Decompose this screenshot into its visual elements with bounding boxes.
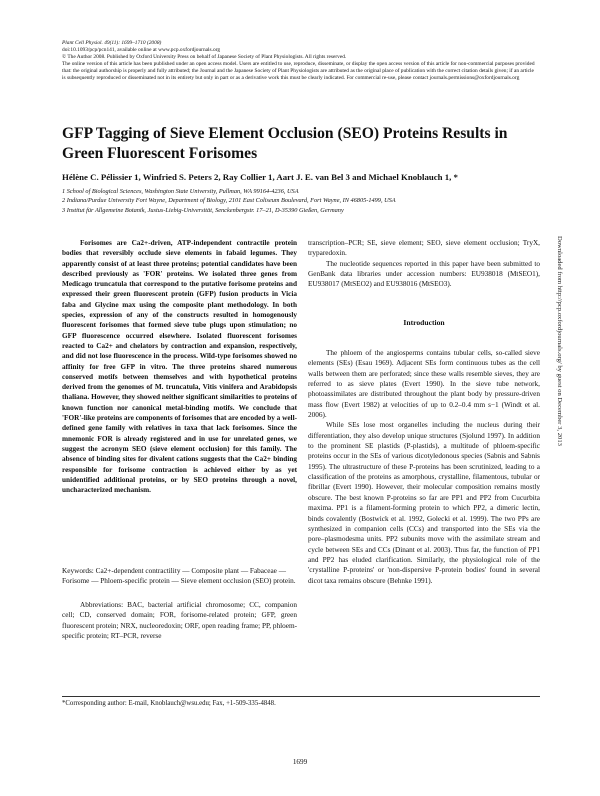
- nucleotide-note: The nucleotide sequences reported in this paper have been submitted to GenBank data libraries under accession numbers: EU938018 (MtSEO1), EU938017 (MtSEO2) and EU938016 (MtSEO3).: [308, 259, 540, 289]
- affiliation-3: 3 Institut für Allgemeine Botanik, Justus-Liebig-Universität, Senckenbergstr. 17–21, D-35390 Gießen, Germany: [62, 206, 344, 214]
- intro-paragraph-2: While SEs lose most organelles including the nucleus during their differentiation, they also develop unique structures (Sjolund 1997). In addition to the prominent SE plastids (P-plastids), a multitude of phloem-specific proteins occur in the SEs of various dicotyledonous species (Sabnis and Sabnis 1995). The ultrastructure of these P-proteins has been scrutinized, leading to a classification of the proteins as amorphous, crystalline, filamentous, tubular or fibrillar (Evert 1990). However, their molecular composition remains mostly obscure. The best known P-proteins so far are PP1 and PP2 from Cucurbita maxima. PP1 is a filament-forming protein to which PP2, a dimeric lectin, binds covalently (Bostwick et al. 1992, Golecki et al. 1999). The two PPs are synthesized in companion cells (CCs) and transported into the SEs via the pore–plasmodesma units. PP2 subunits move with the assimilate stream and cycle between SEs and CCs (Dinant et al. 2003). Thus far, the function of PP1 and PP2 has eluded clarification. Similarly, the physiological role of the 'crystalline P-proteins' or 'non-dispersive P-protein bodies' found in several dicot taxa remains obscure (Behnke 1991).: [308, 421, 540, 585]
- affiliation-1: 1 School of Biological Sciences, Washington State University, Pullman, WA 99164-4236, USA: [62, 188, 299, 195]
- abbreviations-continued: transcription–PCR; SE, sieve element; SEO, sieve element occlusion; TryX, tryparedoxin.: [308, 239, 540, 258]
- right-column-top: [308, 238, 540, 289]
- doi-line: doi:10.1093/pcp/pcn141, available online at www.pcp.oxfordjournals.org: [62, 47, 221, 54]
- corresponding-author-note: *Corresponding author: E-mail, Knoblauch@wsu.edu; Fax, +1-509-335-4848.: [62, 700, 276, 707]
- keywords: Keywords: Ca2+-dependent contractility — Composite plant — Fabaceae — Forisome — Phloem-specific protein — Sieve element occlusion (SEO) protein.: [62, 567, 296, 586]
- footnote-divider: [62, 696, 540, 697]
- section-heading-introduction: Introduction: [403, 318, 445, 327]
- download-sidebar: [554, 236, 564, 656]
- article-title: GFP Tagging of Sieve Element Occlusion (SEO) Proteins Results in Green Fluorescent Forisomes: [62, 125, 508, 162]
- journal-header: [62, 40, 538, 83]
- author-list: Hélène C. Pélissier 1, Winfried S. Peters 2, Ray Collier 1, Aart J. E. van Bel 3 and Michael Knoblauch 1, *: [62, 172, 458, 182]
- page-number: 1699: [292, 758, 308, 766]
- affiliation-2: 2 Indiana/Purdue University Fort Wayne, Department of Biology, 2101 East Coliseum Boulevard, Fort Wayne, IN 46805-1499, USA: [62, 197, 396, 205]
- affiliations: [62, 187, 542, 215]
- intro-paragraph-1: The phloem of the angiosperms contains tubular cells, so-called sieve elements (SEs) (Esau 1969). Adjacent SEs form continuous tubes as the cell walls between them are perforated; since these walls resemble sieves, they are referred to as sieve plates (Evert 1990). In the sieve tube network, photoassimilates are distributed throughout the plant body by pressure-driven mass flow (Evert 1982) at velocities of up to 0.2–0.4 mm s−1 (Windt et al. 2006).: [308, 349, 540, 420]
- download-watermark-text[interactable]: Downloaded from http://pcp.oxfordjournals.org/ by guest on December 3, 2013: [556, 236, 563, 446]
- introduction-body: [308, 348, 540, 586]
- journal-citation: Plant Cell Physiol. 49(11): 1699–1710 (2008): [62, 40, 162, 46]
- abstract: Forisomes are Ca2+-driven, ATP-independent contractile protein bodies that reversibly occlude sieve elements in fabaid legumes. They apparently consist of at least three proteins; potential candidates have been described previously as 'FOR' proteins. We isolated three genes from Medicago truncatula that correspond to the putative forisome proteins and expressed their green fluorescent protein (GFP) fusion products in Vicia faba and Glycine max using the composite plant methodology. In both species, expression of any of the constructs resulted in homogenously fluorescent forisomes that formed sieve tube plugs upon stimulation; no GFP fluorescence occurred elsewhere. Isolated fluorescent forisomes reacted to Ca2+ and chelators by contraction and expansion, respectively, and did not lose fluorescence in the process. Wild-type forisomes showed no affinity for free GFP in vitro. The three proteins shared numerous conserved motifs between themselves and with hypothetical proteins derived from the genomes of M. truncatula, Vitis vinifera and Arabidopsis thaliana. However, they showed neither significant similarities to proteins of known function nor canonical metal-binding motifs. We conclude that 'FOR'-like proteins are components of forisomes that are encoded by a well-defined gene family with relatives in taxa that lack forisomes. Since the mnemonic FOR is already registered and in use for unrelated genes, we suggest the acronym SEO (sieve element occlusion) for this family. The absence of binding sites for divalent cations suggests that the Ca2+ binding responsible for forisome contraction is achieved either by as yet unidentified additional proteins, or by SEO proteins through a novel, uncharacterized mechanism.: [62, 239, 297, 495]
- copyright-line: © The Author 2008. Published by Oxford University Press on behalf of Japanese Society of Plant Physiologists. All rights reserved.: [62, 54, 347, 61]
- abbreviations: Abbreviations: BAC, bacterial artificial chromosome; CC, companion cell; CD, conserved domain; FOR, forisome-related protein; GFP, green fluorescent protein; NRX, nucleoredoxin; ORF, open reading frame; PP, phloem-specific protein; RT–PCR, reverse: [62, 601, 297, 640]
- license-notice: The online version of this article has been published under an open access model. Users are entitled to use, reproduce, disseminate, or display the open access version of this article for non-commercial purposes provided that: the original authorship is properly and fully attributed; the Journal and the Japanese Society of Plant Physiologists are attributed as the original place of publication with the correct citation details given; if an article is subsequently reproduced or disseminated not in its entirety but only in part or as a derivative work this must be clearly indicated. For commercial re-use, please contact journals.permissions@oxfordjournals.org: [62, 61, 535, 82]
